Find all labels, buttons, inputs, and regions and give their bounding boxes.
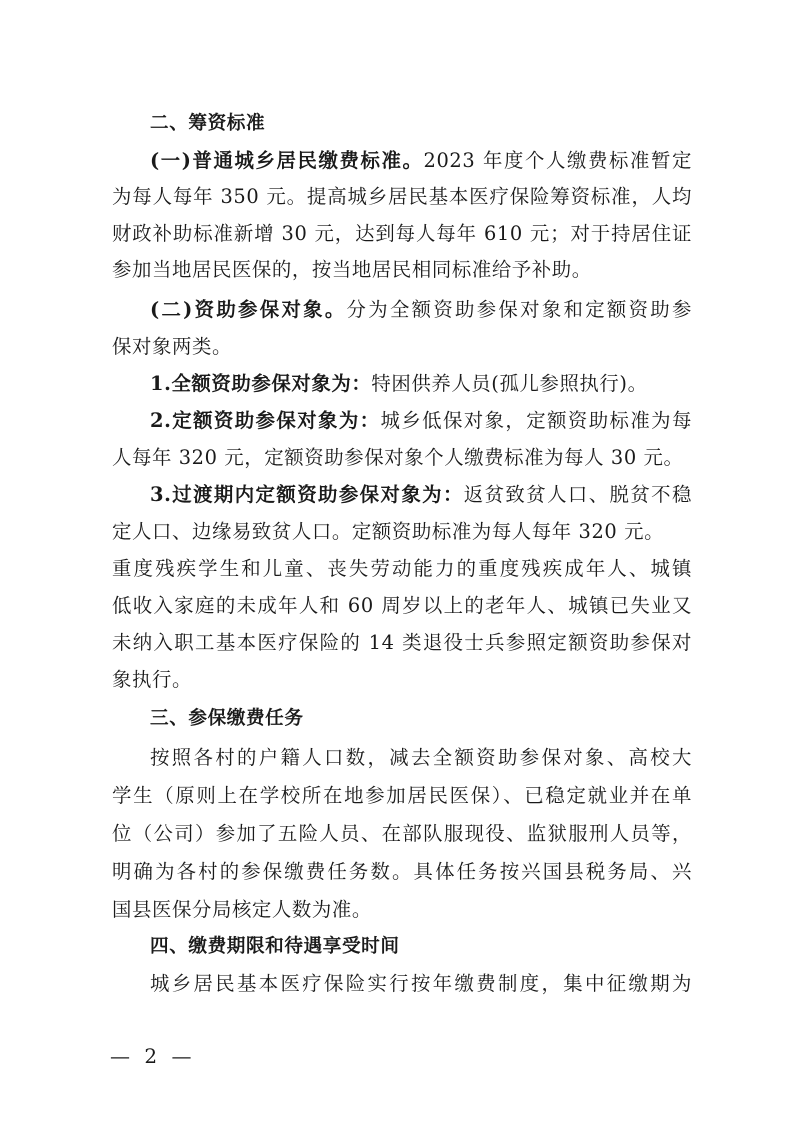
paragraph-line: 明确为各村的参保缴费任务数。具体任务按兴国县税务局、兴 [112, 860, 692, 883]
paragraph-line [150, 296, 692, 324]
section-heading-3: 三、参保缴费任务 [150, 708, 304, 729]
paragraph-line: 定人口、边缘易致贫人口。定额资助标准为每人每年 320 元。 [112, 520, 665, 543]
paragraph-line: 保对象两类。 [112, 335, 232, 358]
paragraph-label: (二)资助参保对象。 [150, 298, 347, 321]
text-span: 特困供养人员(孤儿参照执行)。 [371, 372, 648, 395]
paragraph-line: 为每人每年 350 元。提高城乡居民基本医疗保险筹资标准，人均 [112, 185, 692, 208]
paragraph-line: 按照各村的户籍人口数，减去全额资助参保对象、高校大 [150, 746, 692, 769]
text-span: 城乡低保对象，定额资助标准为每 [380, 409, 692, 432]
text-span: 2023 年度个人缴费标准暂定 [423, 149, 692, 172]
paragraph-line: 位（公司）参加了五险人员、在部队服现役、监狱服刑人员等， [112, 822, 692, 845]
paragraph-line: 城乡居民基本医疗保险实行按年缴费制度，集中征缴期为 [150, 972, 692, 995]
paragraph-line: 象执行。 [112, 668, 192, 691]
paragraph-line: 未纳入职工基本医疗保险的 14 类退役士兵参照定额资助参保对 [112, 631, 692, 654]
list-item-label: 3.过渡期内定额资助参保对象为： [150, 483, 464, 506]
list-item-line [150, 370, 692, 398]
paragraph-line: 参加当地居民医保的，按当地居民相同标准给予补助。 [112, 258, 592, 281]
paragraph-line: 国县医保分局核定人数为准。 [112, 898, 372, 921]
section-heading-4: 四、缴费期限和待遇享受时间 [150, 936, 400, 957]
list-item-line [150, 407, 692, 435]
paragraph-label: (一)普通城乡居民缴费标准。 [150, 149, 424, 172]
paragraph-line [150, 147, 692, 175]
paragraph-line: 人每年 320 元，定额资助参保对象个人缴费标准为每人 30 元。 [112, 446, 684, 469]
paragraph-line: 低收入家庭的未成年人和 60 周岁以上的老年人、城镇已失业又 [112, 594, 692, 617]
text-span: 分为全额资助参保对象和定额资助参 [346, 298, 692, 321]
page-number: — 2 — [110, 1044, 196, 1068]
paragraph-line: 重度残疾学生和儿童、丧失劳动能力的重度残疾成年人、城镇 [112, 557, 692, 580]
paragraph-line: 学生（原则上在学校所在地参加居民医保）、已稳定就业并在单 [112, 784, 692, 807]
text-span: 返贫致贫人口、脱贫不稳 [463, 483, 692, 506]
list-item-label: 1.全额资助参保对象为： [150, 372, 372, 395]
list-item-line [150, 481, 692, 509]
paragraph-line: 财政补助标准新增 30 元，达到每人每年 610 元；对于持居住证 [112, 222, 692, 245]
list-item-label: 2.定额资助参保对象为： [150, 409, 381, 432]
section-heading-2: 二、筹资标准 [150, 113, 266, 134]
